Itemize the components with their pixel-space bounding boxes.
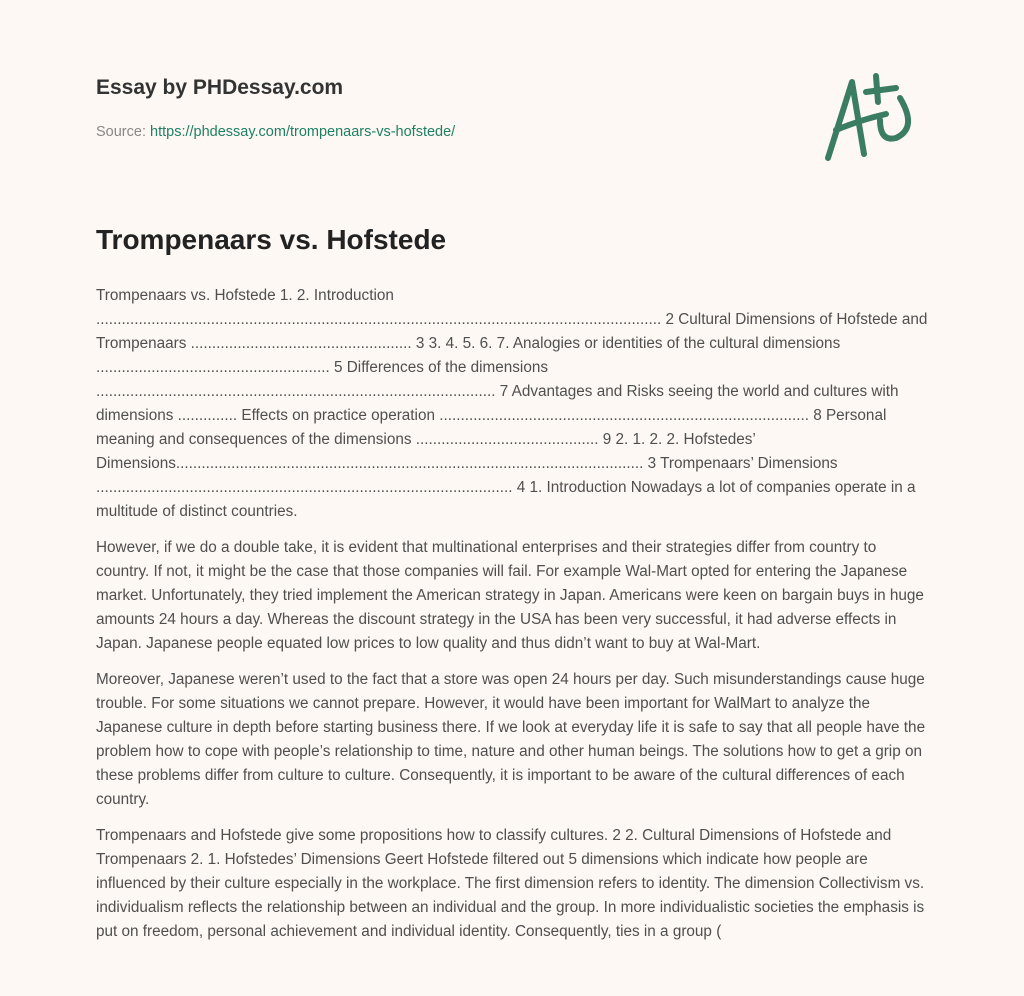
source-link[interactable]: https://phdessay.com/trompenaars-vs-hofstede/ [150, 124, 456, 140]
essay-header [0, 0, 1024, 190]
source-line [96, 124, 455, 140]
paragraph-toc: Trompenaars vs. Hofstede 1. 2. Introduction ..................................................................................................................................... 2 Cultural Dimensions of Hofstede and Trompenaars .................................................... 3 3. 4. 5. 6. 7. Analogies or identities of the cultural dimensions ....................................................... 5 Differences of the dimensions .............................................................................................. 7 Advantages and Risks seeing the world and cultures with dimensions .............. Effects on practice operation ....................................................................................... 8 Personal meaning and consequences of the dimensions ........................................... 9 2. 1. 2. 2. Hofstedes’ Dimensions.............................................................................................................. 3 Trompenaars’ Dimensions .................................................................................................. 4 1. Introduction Nowadays a lot of companies operate in a multitude of distinct countries. [96, 287, 928, 520]
essay-title: Trompenaars vs. Hofstede [96, 224, 447, 255]
paragraph: Trompenaars and Hofstede give some propositions how to classify cultures. 2 2. Cultural Dimensions of Hofstede and Trompenaars 2. 1. Hofstedes’ Dimensions Geert Hofstede filtered out 5 dimensions which indicate how people are influenced by their culture especially in the workplace. The first dimension refers to identity. The dimension Collectivism vs. individualism reflects the relationship between an individual and the group. In more individualistic societies the emphasis is put on freedom, personal achievement and individual identity. Consequently, ties in a group ( [96, 827, 925, 940]
source-label: Source: [96, 124, 146, 140]
paragraph: Moreover, Japanese weren’t used to the fact that a store was open 24 hours per day. Such misunderstandings cause huge trouble. For some situations we cannot prepare. However, it would have been important for WalMart to analyze the Japanese culture in depth before starting business there. If we look at everyday life it is safe to say that all people have the problem how to cope with people’s relationship to time, nature and other human beings. The solutions how to get a grip on these problems differ from culture to culture. Consequently, it is important to be aware of the cultural differences of each country. [96, 671, 926, 808]
essay-body [96, 284, 932, 956]
site-title: Essay by PHDessay.com [96, 76, 344, 99]
paragraph: However, if we do a double take, it is evident that multinational enterprises and their strategies differ from country to country. If not, it might be the case that those companies will fail. For example Wal-Mart opted for entering the Japanese market. Unfortunately, they tried implement the American strategy in Japan. Americans were keen on bargain buys in huge amounts 24 hours a day. Whereas the discount strategy in the USA has been very successful, it had adverse effects in Japan. Japanese people equated low prices to low quality and thus didn’t want to buy at Wal-Mart. [96, 539, 924, 652]
a-plus-logo-icon [820, 68, 930, 168]
